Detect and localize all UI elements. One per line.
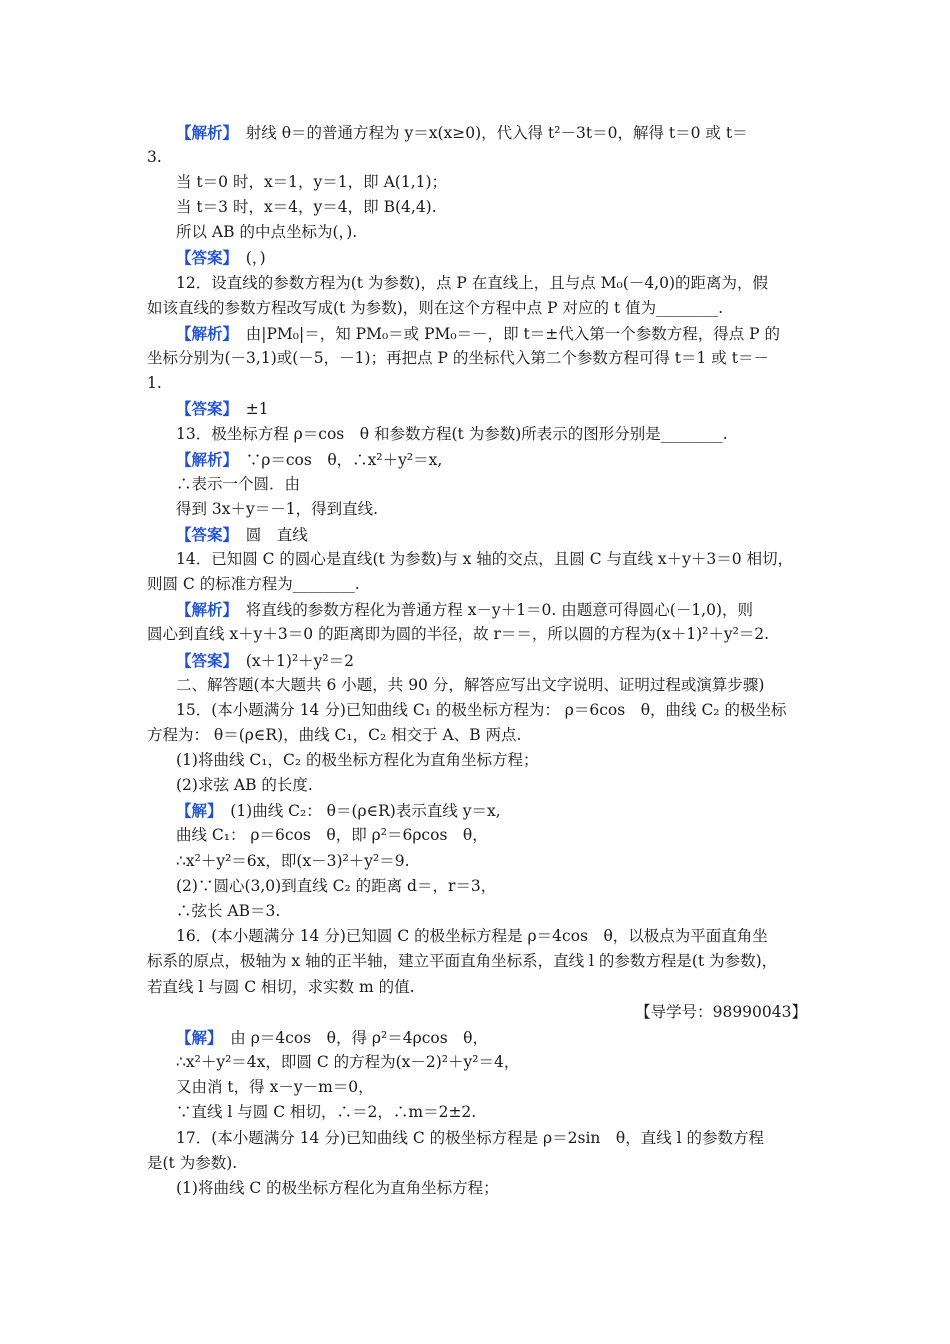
line-text: (1)曲线 C₂： θ＝(ρ∈R)表示直线 y＝x,	[214, 802, 501, 820]
text-line	[176, 220, 836, 245]
text-line	[176, 748, 836, 773]
line-text: 由 ρ＝4cos θ，得 ρ²＝4ρcos θ，	[214, 1029, 488, 1047]
line-text: ∴x²＋y²＝6x，即(x－3)²＋y²＝9.	[176, 852, 410, 870]
text-line	[176, 924, 836, 949]
section-tag: 【解析】	[176, 450, 231, 469]
line-text: 二、解答题(本大题共 6 小题，共 90 分，解答应写出文字说明、证明过程或演算步骤)	[176, 676, 765, 694]
text-line	[176, 396, 836, 422]
line-text: ∴表示一个圆．由	[176, 475, 301, 493]
text-line	[147, 622, 807, 647]
text-line	[176, 1025, 836, 1051]
line-text: 射线 θ＝的普通方程为 y＝x(x≥0)，代入得 t²－3t＝0，解得 t＝0 或 t＝	[230, 124, 748, 142]
text-line	[176, 1075, 836, 1100]
line-text: 12．设直线的参数方程为(t 为参数)，点 P 在直线上，且与点 M₀(－4,0)的距离为，假	[176, 274, 769, 292]
line-text: (2)∵圆心(3,0)到直线 C₂ 的距离 d＝，r＝3，	[176, 877, 497, 895]
line-text: 16．(本小题满分 14 分)已知圆 C 的极坐标方程是 ρ＝4cos θ，以极点为平面直角坐	[176, 927, 768, 945]
text-line	[176, 849, 836, 874]
line-text: 所以 AB 的中点坐标为(，).	[176, 223, 358, 241]
line-text: 则圆 C 的标准方程为________.	[147, 575, 360, 593]
text-line	[176, 1126, 836, 1151]
text-line	[176, 245, 836, 271]
text-line	[147, 1151, 807, 1176]
text-line	[147, 346, 807, 371]
line-text: (x＋1)²＋y²＝2	[230, 652, 355, 670]
text-line	[176, 597, 836, 623]
line-text: 圆心到直线 x＋y＋3＝0 的距离即为圆的半径，故 r＝＝，所以圆的方程为(x＋1)²＋y²＝2.	[147, 625, 770, 643]
line-text: 如该直线的参数方程改写成(t 为参数)，则在这个方程中点 P 对应的 t 值为________.	[147, 299, 724, 317]
line-text: 13．极坐标方程 ρ＝cos θ 和参数方程(t 为参数)所表示的图形分别是________.	[176, 425, 728, 443]
text-line	[176, 698, 836, 723]
text-line	[176, 798, 836, 824]
text-line	[147, 572, 807, 597]
line-text: ∴弦长 AB＝3.	[176, 902, 281, 920]
line-text: ∴x²＋y²＝4x，即圆 C 的方程为(x－2)²＋y²＝4，	[176, 1053, 520, 1071]
text-line	[176, 522, 836, 548]
line-text: 曲线 C₁： ρ＝6cos θ，即 ρ²＝6ρcos θ，	[176, 826, 488, 844]
section-tag: 【答案】	[176, 399, 231, 418]
section-tag: 【解】	[176, 801, 215, 820]
section-tag: 【解析】	[176, 324, 231, 343]
text-line	[176, 773, 836, 798]
text-line	[176, 899, 836, 924]
line-text: 若直线 l 与圆 C 相切，求实数 m 的值.	[147, 978, 415, 996]
text-line	[176, 1050, 836, 1075]
section-tag: 【答案】	[176, 248, 231, 267]
text-line	[176, 447, 836, 473]
line-text: 坐标分别为(－3,1)或(－5，－1)；再把点 P 的坐标代入第二个参数方程可得 t＝1 或 t＝－	[147, 349, 769, 367]
text-line	[176, 497, 836, 522]
text-line	[176, 271, 836, 296]
text-line	[147, 975, 807, 1000]
text-line	[176, 1176, 836, 1201]
text-line	[147, 296, 807, 321]
line-text: ±1	[230, 400, 269, 418]
line-text: (2)求弦 AB 的长度.	[176, 776, 313, 794]
line-text: 将直线的参数方程化为普通方程 x－y＋1＝0. 由题意可得圆心(－1,0)，则	[230, 601, 754, 619]
text-line	[176, 422, 836, 447]
line-text: 14．已知圆 C 的圆心是直线(t 为参数)与 x 轴的交点，且圆 C 与直线 x＋y＋3＝0 相切，	[176, 550, 794, 568]
text-line	[176, 547, 836, 572]
line-text: 由|PM₀|＝，知 PM₀＝或 PM₀＝－，即 t＝±代入第一个参数方程，得点 P 的	[230, 325, 781, 343]
section-tag: 【解】	[176, 1028, 215, 1047]
line-text: ∵ρ＝cos θ，∴x²＋y²＝x,	[230, 451, 443, 469]
line-text: 当 t＝0 时，x＝1，y＝1，即 A(1,1)；	[176, 173, 448, 191]
line-text: ∵直线 l 与圆 C 相切，∴＝2，∴m＝2±2.	[176, 1103, 477, 1121]
text-line	[147, 723, 807, 748]
text-line	[176, 673, 836, 698]
line-text: 15．(本小题满分 14 分)已知曲线 C₁ 的极坐标方程为： ρ＝6cos θ，曲线 C₂ 的极坐标	[176, 701, 787, 719]
text-line	[176, 1100, 836, 1125]
text-line	[176, 321, 836, 347]
text-line	[147, 145, 807, 170]
line-text: 3.	[147, 148, 162, 166]
line-text: 【导学号：98990043】	[635, 1003, 807, 1021]
section-tag: 【答案】	[176, 651, 231, 670]
text-line	[147, 1000, 807, 1025]
line-text: (，)	[230, 249, 266, 267]
line-text: 17．(本小题满分 14 分)已知曲线 C 的极坐标方程是 ρ＝2sin θ，直线 l 的参数方程	[176, 1129, 765, 1147]
line-text: 得到 3x＋y＝－1，得到直线.	[176, 500, 379, 518]
line-text: (1)将曲线 C₁，C₂ 的极坐标方程化为直角坐标方程；	[176, 751, 539, 769]
line-text: 又由消 t，得 x－y－m＝0，	[176, 1078, 374, 1096]
line-text: 1.	[147, 374, 162, 392]
line-text: 方程为： θ＝(ρ∈R)，曲线 C₁，C₂ 相交于 A、B 两点.	[147, 726, 522, 744]
section-tag: 【解析】	[176, 123, 231, 142]
line-text: 圆 直线	[230, 526, 308, 544]
text-line	[147, 371, 807, 396]
line-text: 当 t＝3 时，x＝4，y＝4，即 B(4,4).	[176, 198, 437, 216]
section-tag: 【答案】	[176, 525, 231, 544]
text-line	[176, 170, 836, 195]
line-text: 标系的原点，极轴为 x 轴的正半轴，建立平面直角坐标系，直线 l 的参数方程是(t 为参数)，	[147, 952, 778, 970]
line-text: (1)将曲线 C 的极坐标方程化为直角坐标方程；	[176, 1179, 499, 1197]
text-line	[176, 874, 836, 899]
text-line	[176, 823, 836, 848]
text-line	[176, 120, 836, 146]
text-line	[147, 949, 807, 974]
line-text: 是(t 为参数).	[147, 1154, 238, 1172]
text-line	[176, 195, 836, 220]
text-line	[176, 472, 836, 497]
text-line	[176, 648, 836, 674]
section-tag: 【解析】	[176, 600, 231, 619]
